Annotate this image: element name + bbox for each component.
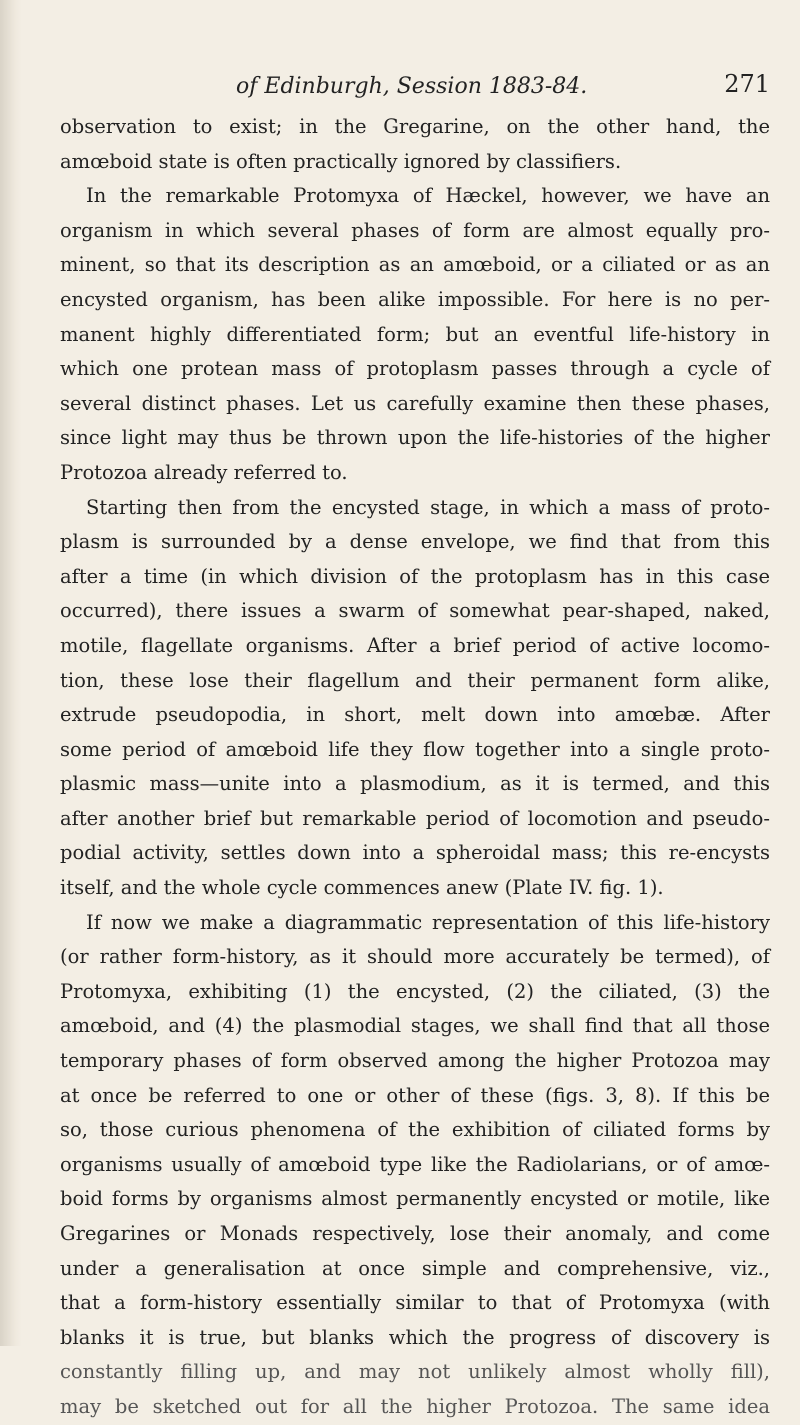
running-title: of Edinburgh, Session 1883-84.	[236, 74, 588, 99]
text-line: manent highly differentiated form; but an eventful life-history in	[60, 322, 770, 346]
text-line: Protomyxa, exhibiting (1) the encysted, (2) the ciliated, (3) the	[60, 979, 770, 1003]
text-line: minent, so that its description as an amœboid, or a ciliated or as an	[60, 253, 770, 277]
text-line: motile, flagellate organisms. After a brief period of active locomo-	[60, 633, 770, 657]
text-line: Protozoa already referred to.	[60, 460, 348, 484]
text-line: constantly filling up, and may not unlikely almost wholly fill),	[60, 1360, 770, 1384]
page-header	[60, 68, 770, 108]
book-page	[60, 68, 770, 1425]
text-line: which one protean mass of protoplasm passes through a cycle of	[60, 357, 770, 381]
text-line: blanks it is true, but blanks which the progress of discovery is	[60, 1325, 770, 1349]
text-line: Starting then from the encysted stage, in which a mass of proto-	[86, 495, 770, 519]
text-line: observation to exist; in the Gregarine, on the other hand, the	[60, 115, 770, 138]
text-line: that a form-history essentially similar to that of Protomyxa (with	[60, 1291, 770, 1315]
text-line: boid forms by organisms almost permanently encysted or motile, like	[60, 1187, 770, 1211]
text-line: since light may thus be thrown upon the life-histories of the higher	[60, 426, 770, 450]
text-line: organism in which several phases of form are almost equally pro-	[60, 218, 770, 242]
text-line: extrude pseudopodia, in short, melt down into amœbæ. After	[60, 703, 770, 727]
text-line: under a generalisation at once simple and comprehensive, viz.,	[60, 1256, 770, 1280]
text-line: Gregarines or Monads respectively, lose their anomaly, and come	[60, 1222, 770, 1245]
text-line: may be sketched out for all the higher Protozoa. The same idea	[60, 1394, 770, 1418]
text-line: after another brief but remarkable period of locomotion and pseudo-	[60, 806, 770, 830]
text-line: temporary phases of form observed among the higher Protozoa may	[60, 1049, 770, 1073]
text-line: at once be referred to one or other of these (figs. 3, 8). If this be	[60, 1083, 770, 1107]
text-line: amœboid state is often practically ignored by classifiers.	[60, 149, 622, 173]
text-line: so, those curious phenomena of the exhibition of ciliated forms by	[60, 1118, 770, 1142]
page-number: 271	[724, 70, 770, 98]
text-line: organisms usually of amœboid type like the Radiolarians, or of amœ-	[60, 1152, 770, 1176]
text-line: If now we make a diagrammatic representation of this life-history	[86, 910, 770, 934]
text-line: several distinct phases. Let us carefully examine then these phases,	[60, 391, 770, 415]
text-line: podial activity, settles down into a spheroidal mass; this re-encysts	[60, 841, 770, 865]
text-line: (or rather form-history, as it should more accurately be termed), of	[60, 945, 770, 969]
text-line: amœboid, and (4) the plasmodial stages, we shall find that all those	[60, 1014, 770, 1038]
text-line: tion, these lose their flagellum and their permanent form alike,	[60, 668, 770, 692]
text-line: plasmic mass—unite into a plasmodium, as it is termed, and this	[60, 772, 770, 796]
text-line: In the remarkable Protomyxa of Hæckel, however, we have an	[86, 184, 770, 208]
text-line: some period of amœboid life they flow together into a single proto-	[60, 737, 770, 761]
text-line: after a time (in which division of the protoplasm has in this case	[60, 564, 770, 588]
page-gutter-shadow	[0, 0, 22, 1346]
body-text	[60, 110, 770, 1425]
text-line: occurred), there issues a swarm of somewhat pear-shaped, naked,	[60, 599, 770, 623]
text-line: plasm is surrounded by a dense envelope, we find that from this	[60, 530, 770, 554]
text-line: encysted organism, has been alike impossible. For here is no per-	[60, 287, 770, 311]
text-line: itself, and the whole cycle commences anew (Plate IV. fig. 1).	[60, 876, 664, 900]
